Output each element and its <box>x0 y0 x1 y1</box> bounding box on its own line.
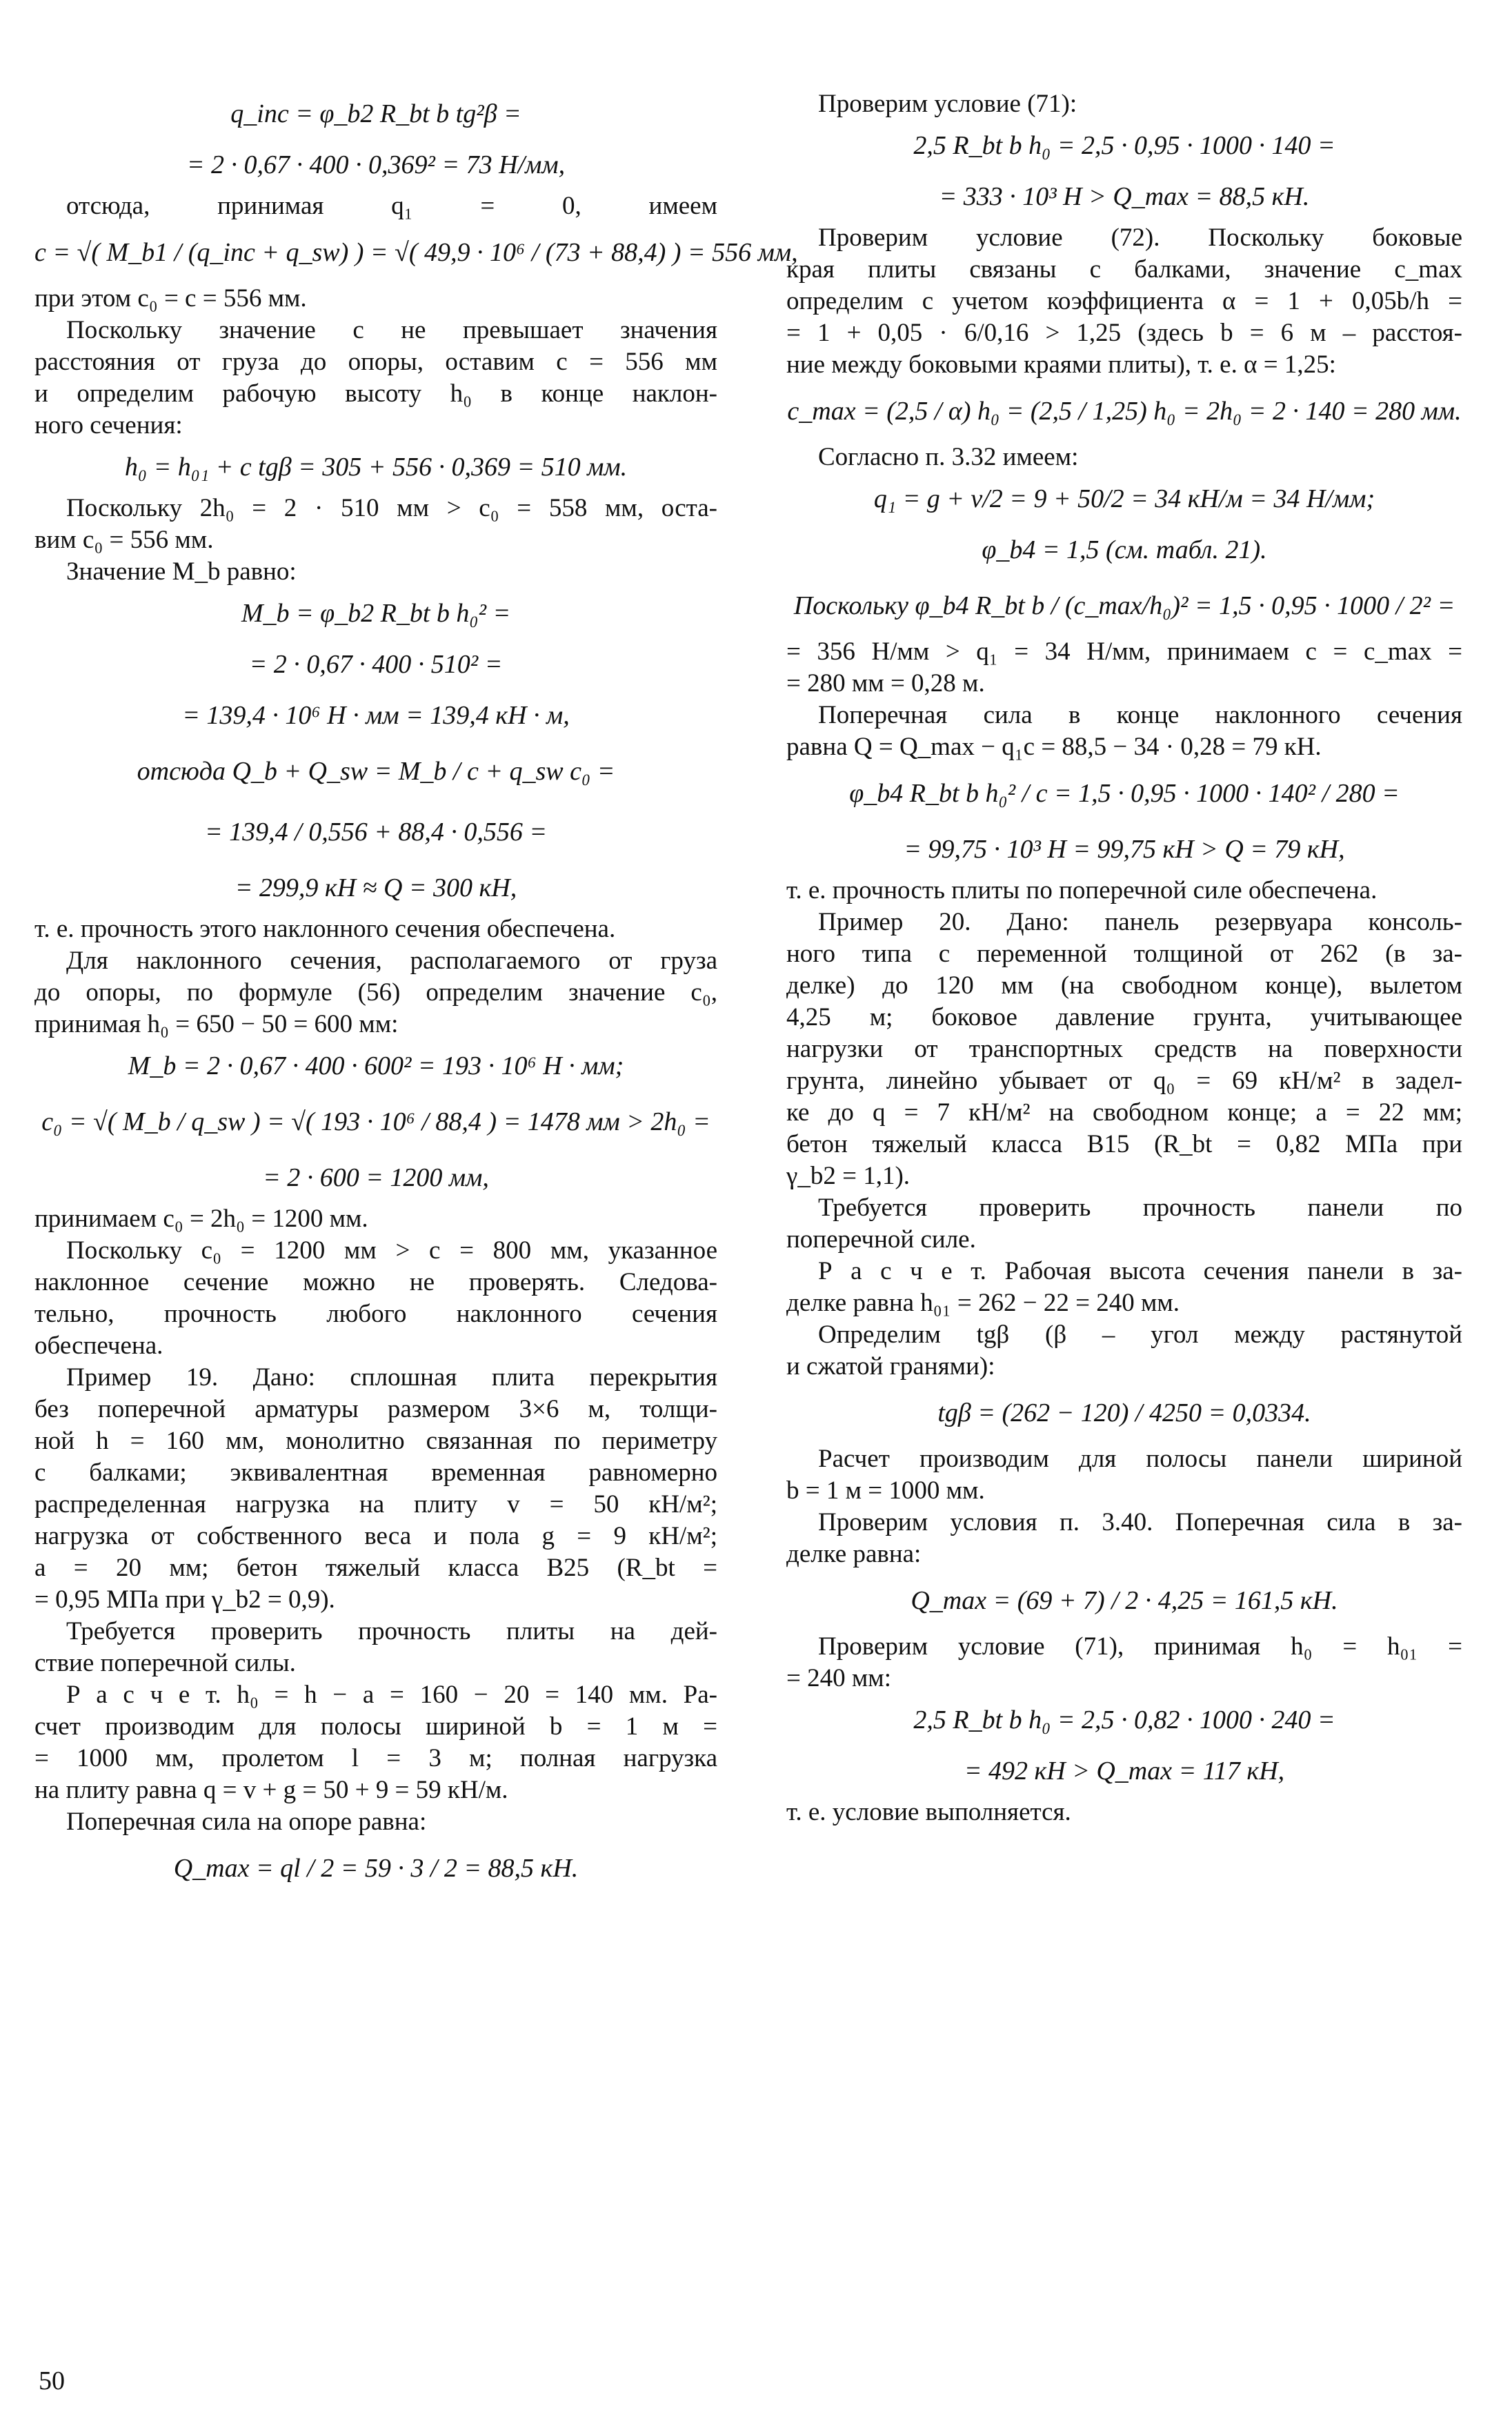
text-line: определим с учетом коэффициента α = 1 + 0,05b/h = <box>786 287 1462 315</box>
text-line: Проверим условие (71): <box>818 90 1077 118</box>
text-line: Поскольку c₀ = 1200 мм > c = 800 мм, указанное <box>66 1236 717 1265</box>
text-line: = 0,95 МПа при γ_b2 = 0,9). <box>34 1585 335 1614</box>
text-line: обеспечена. <box>34 1332 163 1360</box>
formula-line: Q_max = ql / 2 = 59 · 3 / 2 = 88,5 кН. <box>173 1854 579 1883</box>
text-line: и определим рабочую высоту h₀ в конце наклон- <box>34 379 717 408</box>
text-line: = 240 мм: <box>786 1664 891 1692</box>
text-line: ного сечения: <box>34 411 183 439</box>
text-line: ной h = 160 мм, монолитно связанная по периметру <box>34 1427 717 1455</box>
text-line: Поперечная сила на опоре равна: <box>66 1808 427 1836</box>
text-line: Расчет производим для полосы панели шириной <box>818 1445 1462 1473</box>
text-line: Проверим условие (72). Поскольку боковые <box>818 224 1462 252</box>
formula-line: c = √( M_b1 / (q_inc + q_sw) ) = √( 49,9 · 10⁶ / (73 + 88,4) ) = 556 мм, <box>34 238 798 267</box>
text-line: = 1000 мм, пролетом l = 3 м; полная нагрузка <box>34 1744 717 1772</box>
formula-line: = 99,75 · 10³ Н = 99,75 кН > Q = 79 кН, <box>904 835 1345 864</box>
formula-line: = 139,4 · 10⁶ Н · мм = 139,4 кН · м, <box>182 701 570 730</box>
text-line: бетон тяжелый класса B15 (R_bt = 0,82 МПа при <box>786 1130 1462 1158</box>
text-line: Р а с ч е т. Рабочая высота сечения панели в за- <box>818 1257 1462 1285</box>
text-line: = 1 + 0,05 · 6/0,16 > 1,25 (здесь b = 6 м – расстоя- <box>786 319 1462 347</box>
text-line: = 356 Н/мм > q₁ = 34 Н/мм, принимаем c = c_max = <box>786 637 1462 666</box>
formula-line: c₀ = √( M_b / q_sw ) = √( 193 · 10⁶ / 88,4 ) = 1478 мм > 2h₀ = <box>41 1107 710 1136</box>
text-line: и сжатой гранями): <box>786 1352 995 1381</box>
text-line: т. е. прочность этого наклонного сечения обеспечена. <box>34 915 616 943</box>
formula-line: = 2 · 0,67 · 400 · 510² = <box>249 650 503 679</box>
text-line: ствие поперечной силы. <box>34 1649 296 1677</box>
formula-line: q_inc = φ_b2 R_bt b tg²β = <box>230 99 521 128</box>
text-line: т. е. прочность плиты по поперечной силе обеспечена. <box>786 876 1377 904</box>
text-line: нагрузки от транспортных средств на поверхности <box>786 1035 1462 1063</box>
text-line: счет производим для полосы шириной b = 1 м = <box>34 1712 717 1741</box>
formula-line: = 2 · 0,67 · 400 · 0,369² = 73 Н/мм, <box>186 150 566 179</box>
text-line: делке равна h₀₁ = 262 − 22 = 240 мм. <box>786 1289 1180 1317</box>
formula-line: q₁ = g + v/2 = 9 + 50/2 = 34 кН/м = 34 Н/мм; <box>873 484 1375 513</box>
text-line: наклонное сечение можно не проверять. Следова- <box>34 1268 717 1296</box>
text-line: поперечной силе. <box>786 1225 976 1254</box>
text-line: без поперечной арматуры размером 3×6 м, толщи- <box>34 1395 717 1423</box>
text-line: γ_b2 = 1,1). <box>786 1162 911 1190</box>
text-line: 4,25 м; боковое давление грунта, учитывающее <box>786 1003 1462 1031</box>
left-column <box>34 88 798 1899</box>
text-line: принимаем c₀ = 2h₀ = 1200 мм. <box>34 1205 368 1233</box>
formula-line: 2,5 R_bt b h₀ = 2,5 · 0,95 · 1000 · 140 = <box>913 131 1335 160</box>
page-number: 50 <box>39 2366 65 2395</box>
formula-line: = 333 · 10³ Н > Q_max = 88,5 кН. <box>939 182 1310 211</box>
text-line: до опоры, по формуле (56) определим значение c₀, <box>34 978 717 1007</box>
text-line: Для наклонного сечения, располагаемого от груза <box>66 947 717 975</box>
formula-line: φ_b4 R_bt b h₀² / c = 1,5 · 0,95 · 1000 · 140² / 280 = <box>849 779 1400 808</box>
text-line: расстояния от груза до опоры, оставим c = 556 мм <box>34 348 717 376</box>
text-line: на плиту равна q = v + g = 50 + 9 = 59 кН/м. <box>34 1776 508 1804</box>
formula-line: = 2 · 600 = 1200 мм, <box>263 1163 489 1192</box>
right-column <box>786 88 1462 1828</box>
text-line: равна Q = Q_max − q₁c = 88,5 − 34 · 0,28 = 79 кН. <box>786 733 1322 761</box>
formula-line: = 299,9 кН ≈ Q = 300 кН, <box>235 873 517 902</box>
text-line: ке до q = 7 кН/м² на свободном конце; a = 22 мм; <box>786 1098 1462 1127</box>
text-line: отсюда, принимая q₁ = 0, имеем <box>66 192 717 220</box>
text-line: тельно, прочность любого наклонного сечения <box>34 1300 717 1328</box>
text-line: a = 20 мм; бетон тяжелый класса B25 (R_bt = <box>34 1554 717 1582</box>
text-line: Значение M_b равно: <box>66 557 297 586</box>
text-line: Требуется проверить прочность плиты на дей- <box>66 1617 717 1645</box>
text-line: принимая h₀ = 650 − 50 = 600 мм: <box>34 1010 399 1038</box>
formula-line: h₀ = h₀₁ + c tgβ = 305 + 556 · 0,369 = 510 мм. <box>124 453 628 482</box>
formula-line: φ_b4 = 1,5 (см. табл. 21). <box>982 535 1267 564</box>
text-line: ние между боковыми краями плиты), т. е. α = 1,25: <box>786 350 1336 379</box>
text-line: вим c₀ = 556 мм. <box>34 526 214 554</box>
text-line: нагрузка от собственного веса и пола g = 9 кН/м²; <box>34 1522 717 1550</box>
text-line: делке равна: <box>786 1540 922 1568</box>
text-line: Поскольку 2h₀ = 2 · 510 мм > c₀ = 558 мм, оста- <box>66 494 717 522</box>
text-line: Пример 19. Дано: сплошная плита перекрытия <box>66 1363 717 1392</box>
formula-line: c_max = (2,5 / α) h₀ = (2,5 / 1,25) h₀ = 2h₀ = 2 · 140 = 280 мм. <box>787 397 1462 426</box>
text-line: Требуется проверить прочность панели по <box>818 1194 1462 1222</box>
text-line: Проверим условие (71), принимая h₀ = h₀₁ = <box>818 1632 1462 1661</box>
text-line: b = 1 м = 1000 мм. <box>786 1476 985 1505</box>
formula-line: 2,5 R_bt b h₀ = 2,5 · 0,82 · 1000 · 240 = <box>913 1705 1335 1734</box>
formula-line: M_b = 2 · 0,67 · 400 · 600² = 193 · 10⁶ Н · мм; <box>128 1051 624 1080</box>
formula-line: tgβ = (262 − 120) / 4250 = 0,0334. <box>937 1398 1311 1427</box>
text-line: распределенная нагрузка на плиту v = 50 кН/м²; <box>34 1490 717 1519</box>
text-line: ного типа с переменной толщиной от 262 (в за- <box>786 940 1462 968</box>
text-line: Определим tgβ (β – угол между растянутой <box>818 1321 1462 1349</box>
formula-line: отсюда Q_b + Q_sw = M_b / c + q_sw c₀ = <box>137 757 615 786</box>
text-line: Поскольку значение c не превышает значения <box>66 316 717 344</box>
text-line: с балками; эквивалентная временная равномерно <box>34 1458 717 1487</box>
text-line: = 280 мм = 0,28 м. <box>786 669 985 698</box>
formula-line: Q_max = (69 + 7) / 2 · 4,25 = 161,5 кН. <box>911 1586 1338 1615</box>
text-line: Поперечная сила в конце наклонного сечения <box>818 701 1462 729</box>
formula-line: M_b = φ_b2 R_bt b h₀² = <box>241 599 511 628</box>
text-line: Согласно п. 3.32 имеем: <box>818 443 1079 471</box>
text-line: т. е. условие выполняется. <box>786 1798 1071 1826</box>
text-line: делке) до 120 мм (на свободном конце), вылетом <box>786 971 1462 1000</box>
text-line: Пример 20. Дано: панель резервуара консоль- <box>818 908 1462 936</box>
formula-line: = 492 кН > Q_max = 117 кН, <box>964 1757 1285 1786</box>
formula-line: Поскольку φ_b4 R_bt b / (c_max/h₀)² = 1,5 · 0,95 · 1000 / 2² = <box>793 591 1455 620</box>
text-line: Р а с ч е т. h₀ = h − a = 160 − 20 = 140 мм. Ра- <box>66 1681 717 1709</box>
formula-line: = 139,4 / 0,556 + 88,4 · 0,556 = <box>205 818 547 847</box>
text-line: края плиты связаны с балками, значение c_max <box>786 255 1462 284</box>
text-line: Проверим условия п. 3.40. Поперечная сила в за- <box>818 1508 1462 1536</box>
text-line: при этом c₀ = c = 556 мм. <box>34 284 307 313</box>
text-line: грунта, линейно убывает от q₀ = 69 кН/м² в задел- <box>786 1067 1462 1095</box>
